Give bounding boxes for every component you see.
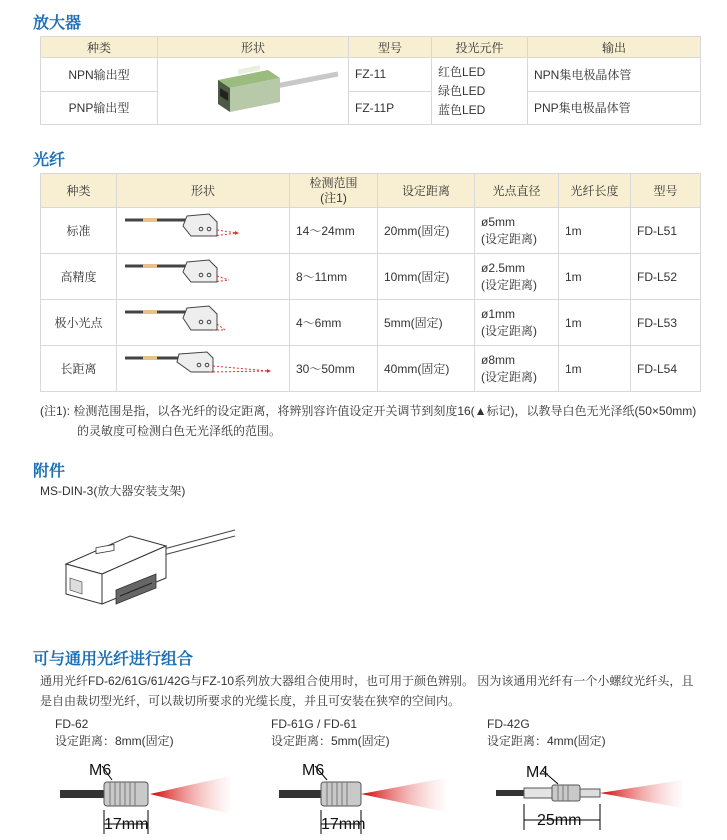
- amp-header-output: 输出: [528, 37, 701, 58]
- led-blue: 蓝色LED: [438, 102, 486, 117]
- amplifier-title: 放大器: [33, 15, 82, 32]
- dimension-label: 25mm: [537, 812, 582, 829]
- table-row: [41, 300, 701, 346]
- fiber-header-length: 光纤长度: [559, 174, 631, 208]
- fiber-model: FD-L54: [631, 346, 701, 392]
- fiber-type: 极小光点: [41, 300, 117, 346]
- fiber-type: 标准: [41, 208, 117, 254]
- fiber-model: FD-L53: [631, 300, 701, 346]
- combo-text-line-1: 通用光纤FD-62/61G/61/42G与FZ-10系列放大器组合使用时，也可用于颜色辨别。 因为该通用光纤有一个小螺纹光纤头，且: [40, 674, 694, 688]
- fiber-distance: 40mm(固定): [378, 346, 475, 392]
- fiber-spot: [475, 346, 559, 392]
- fiber-length: 1m: [559, 254, 631, 300]
- combo-title: 可与通用光纤进行组合: [33, 651, 194, 668]
- combo-text-line-2: 是自由裁切型光纤，可以裁切所要求的光缆长度，并且可安装在狭窄的空间内。: [40, 694, 461, 708]
- fiber-image: [117, 346, 290, 392]
- din-bracket-illustration: [60, 508, 240, 618]
- combo-dist-fd62: 设定距离：8mm(固定): [55, 734, 174, 748]
- fiber-range: 8～11mm: [290, 254, 378, 300]
- fiber-spot-value: ø5mm: [481, 214, 515, 229]
- amplifier-image: [158, 58, 349, 125]
- fiber-spot-note: (设定距离): [481, 323, 537, 338]
- fiber-distance: 5mm(固定): [378, 300, 475, 346]
- amp-header-type: 种类: [41, 37, 158, 58]
- fiber-length: 1m: [559, 208, 631, 254]
- fiber-type: 高精度: [41, 254, 117, 300]
- fiber-length: 1m: [559, 300, 631, 346]
- combo-model-fd42g: FD-42G: [487, 717, 530, 731]
- fiber-spot: [475, 254, 559, 300]
- fiber-image: [117, 208, 290, 254]
- accessory-name: MS-DIN-3(放大器安装支架): [40, 484, 186, 498]
- fiber-range: 14～24mm: [290, 208, 378, 254]
- fiber-table: [40, 173, 701, 392]
- fiber-distance: 10mm(固定): [378, 254, 475, 300]
- fiber-image: [117, 300, 290, 346]
- led-red: 红色LED: [438, 64, 486, 79]
- fiber-header-model: 型号: [631, 174, 701, 208]
- combo-dist-fd61: 设定距离：5mm(固定): [271, 734, 390, 748]
- fiber-header-range-label: 检测范围: [309, 175, 358, 190]
- fiber-head-fd61: [275, 758, 475, 838]
- fiber-spot: [475, 300, 559, 346]
- amp-output: PNP集电极晶体管: [528, 91, 701, 125]
- fiber-small-spot-illustration: [117, 300, 289, 345]
- fiber-spot-value: ø2.5mm: [481, 260, 526, 275]
- fiber-header-distance: 设定距离: [378, 174, 475, 208]
- fiber-spot-note: (设定距离): [481, 369, 537, 384]
- fiber-range: 30～50mm: [290, 346, 378, 392]
- amp-type: PNP输出型: [41, 91, 158, 125]
- table-row: [41, 91, 701, 125]
- table-row: [41, 58, 701, 92]
- combo-model-fd62: FD-62: [55, 717, 89, 731]
- note-line-2: 的灵敏度可检测白色无光泽纸的范围。: [77, 424, 282, 438]
- thread-label: M6: [302, 762, 325, 779]
- amp-header-model: 型号: [349, 37, 432, 58]
- amplifier-illustration: [158, 58, 348, 124]
- fiber-spot-note: (设定距离): [481, 277, 537, 292]
- amp-emitter-cell: [432, 58, 528, 125]
- fiber-spot-note: (设定距离): [481, 231, 537, 246]
- amp-output: NPN集电极晶体管: [528, 58, 701, 92]
- fiber-header-range-note: (注1): [320, 190, 347, 205]
- fiber-head-fd62: [40, 758, 240, 838]
- fiber-model: FD-L52: [631, 254, 701, 300]
- led-green: 绿色LED: [438, 83, 486, 98]
- amp-header-shape: 形状: [158, 37, 349, 58]
- fiber-spot-value: ø1mm: [481, 306, 515, 321]
- amp-type: NPN输出型: [41, 58, 158, 92]
- thread-label: M6: [89, 762, 112, 779]
- amp-header-emitter: 投光元件: [432, 37, 528, 58]
- amp-model: FZ-11P: [349, 91, 432, 125]
- fiber-spot-value: ø8mm: [481, 352, 515, 367]
- table-row: [41, 254, 701, 300]
- note-line-1: (注1): 检测范围是指，以各光纤的设定距离，将辨别容许值设定开关调节到刻度16(▲标记)，以教导白色无光泽纸(50×50mm): [40, 404, 697, 418]
- fiber-range: 4～6mm: [290, 300, 378, 346]
- fiber-header-spot: 光点直径: [475, 174, 559, 208]
- fiber-header-range: [290, 174, 378, 208]
- fiber-spot: [475, 208, 559, 254]
- fiber-long-range-illustration: [117, 346, 289, 391]
- thread-label: M4: [526, 764, 549, 781]
- fiber-head-fd42g: [492, 758, 712, 838]
- fiber-standard-illustration: [117, 208, 289, 253]
- table-row: [41, 208, 701, 254]
- dimension-label: 17mm: [321, 816, 366, 833]
- accessory-title: 附件: [33, 463, 66, 480]
- combo-model-fd61: FD-61G / FD-61: [271, 717, 358, 731]
- table-row: [41, 346, 701, 392]
- fiber-header-shape: 形状: [117, 174, 290, 208]
- fiber-type: 长距离: [41, 346, 117, 392]
- combo-dist-fd42g: 设定距离：4mm(固定): [487, 734, 606, 748]
- fiber-model: FD-L51: [631, 208, 701, 254]
- fiber-title: 光纤: [33, 152, 66, 169]
- fiber-header-type: 种类: [41, 174, 117, 208]
- amplifier-table: [40, 36, 701, 125]
- fiber-high-precision-illustration: [117, 254, 289, 299]
- dimension-label: 17mm: [104, 816, 149, 833]
- fiber-head-fd42g-illustration: [492, 758, 712, 838]
- fiber-length: 1m: [559, 346, 631, 392]
- amp-model: FZ-11: [349, 58, 432, 92]
- fiber-distance: 20mm(固定): [378, 208, 475, 254]
- fiber-image: [117, 254, 290, 300]
